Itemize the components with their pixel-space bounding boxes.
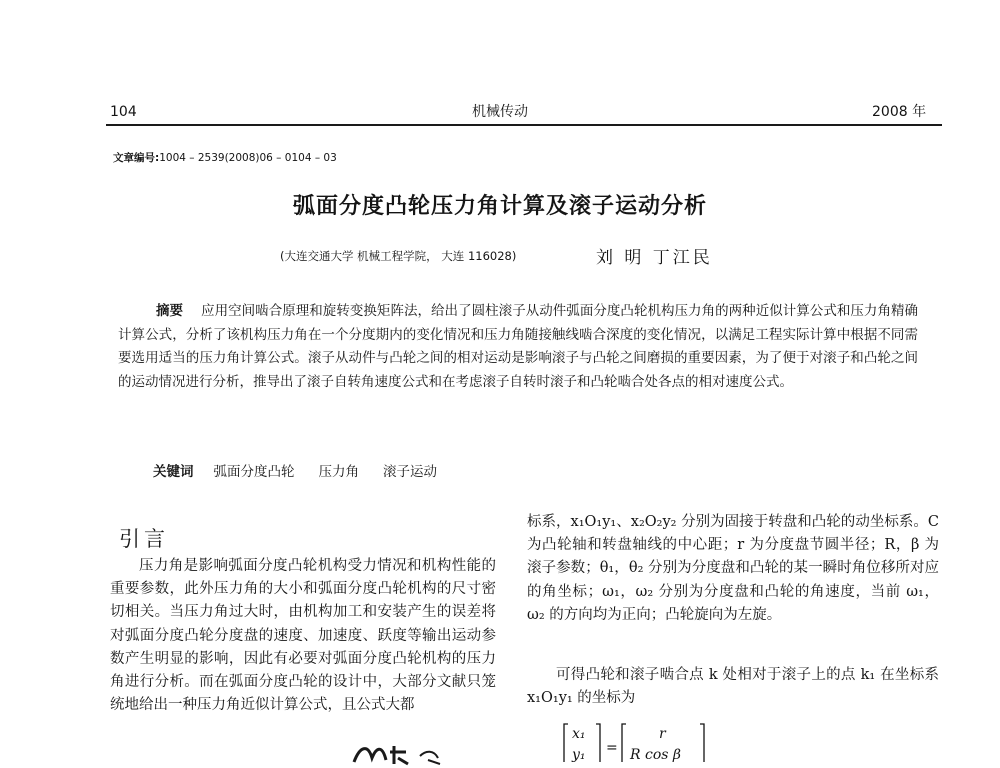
- author-names: 刘 明 丁江民: [596, 248, 713, 268]
- keywords: [153, 460, 461, 480]
- right-column-paragraph-1: 标系，x₁O₁y₁、x₂O₂y₂ 分别为固接于转盘和凸轮的动坐标系。C 为凸轮轴和转盘轴线的中心距；r 为分度盘节圆半径；R，β 为滚子参数；θ₁，θ₂ 分别为分度盘和凸轮的某一瞬时角位移所对应的角坐标；ω₁，ω₂ 分别为分度盘和凸轮的角速度，当前 ω₁，ω₂ 的方向均为正向；凸轮旋向为左旋。: [527, 514, 939, 623]
- article-number-label: 文章编号:: [113, 152, 160, 164]
- left-column-paragraph: 压力角是影响弧面分度凸轮机构受力情况和机构性能的重要参数，此外压力角的大小和弧面分度凸轮机构的尺寸密切相关。当压力角过大时，由机构加工和安装产生的误差将对弧面分度凸轮分度盘的速度、加速度、跃度等输出运动参数产生明显的影响，因此有必要对弧面分度凸轮机构的压力角进行分析。而在弧面分度凸轮的设计中，大部分文献只笼统地给出一种压力角近似计算公式，且公式大都: [110, 558, 496, 714]
- coordinate-equation: [562, 722, 712, 762]
- equation-rhs-top: r: [659, 726, 666, 742]
- keyword: 弧面分度凸轮: [213, 464, 295, 480]
- abstract-label: 摘要: [156, 303, 184, 319]
- abstract: [118, 300, 918, 394]
- running-header-journal: 机械传动: [472, 104, 528, 120]
- header-rule: [106, 124, 942, 126]
- equation-lhs-mid: y₁: [572, 747, 586, 762]
- keywords-label: 关键词: [153, 464, 194, 480]
- library-stamp: [350, 738, 446, 768]
- equation-rhs-mid: R cos β: [630, 747, 681, 762]
- running-header-year: 2008 年: [872, 104, 927, 120]
- article-number-value: 1004 – 2539(2008)06 – 0104 – 03: [159, 152, 337, 164]
- article-number: [113, 150, 337, 165]
- right-column-paragraph-2: 可得凸轮和滚子啮合点 k 处相对于滚子上的点 k₁ 在坐标系 x₁O₁y₁ 的坐标为: [527, 667, 939, 707]
- equation-lhs-top: x₁: [572, 726, 586, 742]
- section-heading: 引言: [119, 527, 169, 551]
- equals-sign: =: [606, 740, 618, 756]
- keyword: 压力角: [318, 464, 359, 480]
- author-affiliation: (大连交通大学 机械工程学院， 大连 116028): [280, 249, 517, 263]
- page-number: 104: [110, 104, 137, 120]
- keyword: 滚子运动: [383, 464, 437, 480]
- abstract-text: 应用空间啮合原理和旋转变换矩阵法，给出了圆柱滚子从动件弧面分度凸轮机构压力角的两种近似计算公式和压力角精确计算公式，分析了该机构压力角在一个分度期内的变化情况和压力角随接触线啮合深度的变化情况，以满足工程实际计算中根据不同需要选用适当的压力角计算公式。滚子从动件与凸轮之间的相对运动是影响滚子与凸轮之间磨损的重要因素，为了便于对滚子和凸轮之间的运动情况进行分析，推导出了滚子自转角速度公式和在考虑滚子自转时滚子和凸轮啮合处各点的相对速度公式。: [118, 303, 919, 390]
- paper-title: 弧面分度凸轮压力角计算及滚子运动分析: [292, 194, 707, 219]
